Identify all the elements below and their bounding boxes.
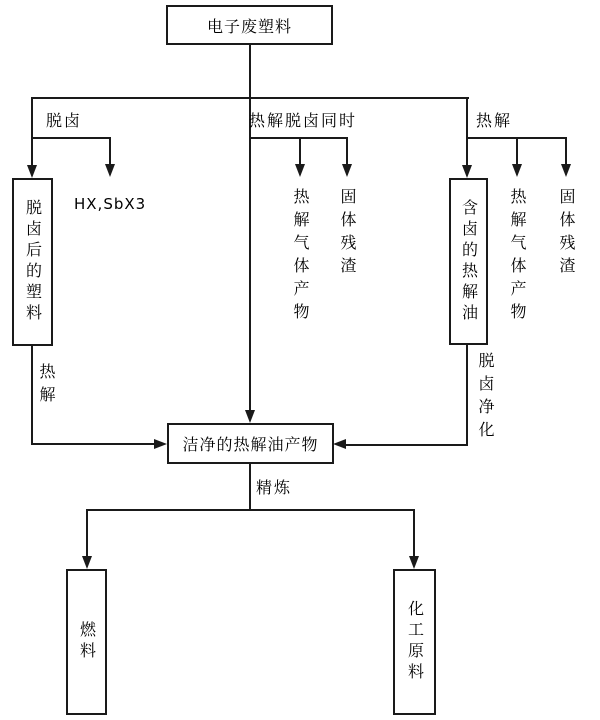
label-hx-sbx3: HX,SbX3 [74, 195, 147, 213]
node-fuel-label: 燃料 [77, 621, 97, 663]
label-solid-residue-right: 固体残渣 [557, 188, 576, 280]
edge-main-horizontal [31, 97, 469, 99]
arrowhead-left-icon [333, 439, 346, 449]
edge-left-hx-vertical [109, 137, 111, 165]
node-source [166, 5, 333, 45]
edge-left-sub-horizontal [31, 137, 111, 139]
arrowhead-down-icon [82, 556, 92, 569]
node-dehalogenated-plastic-label: 脱卤后的塑料 [23, 199, 43, 325]
edge-clean-oil-down-vertical [249, 463, 251, 510]
node-halogenated-pyrolysis-oil [449, 178, 488, 345]
arrowhead-down-icon [409, 556, 419, 569]
edge-right-residue-vertical [565, 137, 567, 165]
edge-chem-vertical [413, 509, 415, 557]
node-chemical-feedstock-label: 化工原料 [405, 600, 425, 684]
arrowhead-down-icon [295, 164, 305, 177]
label-gas-products-mid: 热解气体产物 [291, 188, 310, 326]
label-refining: 精炼 [256, 478, 293, 497]
edge-right-gas-vertical [516, 137, 518, 165]
label-dehalogenation-purification: 脱卤净化 [476, 352, 495, 444]
edge-right-to-clean-oil-horizontal [345, 444, 468, 446]
node-dehalogenated-plastic [12, 178, 53, 346]
edge-source-to-clean-oil-vertical [249, 45, 251, 411]
label-dehalogenation: 脱卤 [46, 111, 83, 130]
node-clean-pyrolysis-oil-label: 洁净的热解油产物 [182, 435, 319, 454]
arrowhead-down-icon [342, 164, 352, 177]
edge-left-branch-vertical [31, 97, 33, 166]
edge-mid-gas-vertical [299, 137, 301, 165]
edge-fuel-vertical [86, 509, 88, 557]
arrowhead-down-icon [105, 164, 115, 177]
node-fuel [66, 569, 107, 715]
arrowhead-down-icon [561, 164, 571, 177]
edge-mid-residue-vertical [346, 137, 348, 165]
label-simultaneous-pyrolysis-dehalogenation: 热解脱卤同时 [249, 111, 358, 130]
node-clean-pyrolysis-oil [167, 423, 334, 464]
arrowhead-down-icon [512, 164, 522, 177]
node-halogenated-pyrolysis-oil-label: 含卤的热解油 [459, 198, 479, 325]
edge-dehalo-plastic-down-vertical [31, 345, 33, 445]
edge-halo-oil-down-vertical [466, 344, 468, 446]
arrowhead-down-icon [245, 410, 255, 423]
edge-right-branch-vertical [466, 97, 468, 166]
node-chemical-feedstock [393, 569, 436, 715]
arrowhead-right-icon [154, 439, 167, 449]
node-source-label: 电子废塑料 [206, 16, 292, 36]
edge-left-to-clean-oil-horizontal [31, 443, 155, 445]
arrowhead-down-icon [27, 165, 37, 178]
label-solid-residue-mid: 固体残渣 [338, 188, 357, 280]
arrowhead-down-icon [462, 165, 472, 178]
edge-bottom-horizontal [86, 509, 415, 511]
label-pyrolysis-left: 热解 [37, 363, 56, 409]
label-pyrolysis-branch: 热解 [476, 111, 513, 130]
label-gas-products-right: 热解气体产物 [508, 188, 527, 326]
